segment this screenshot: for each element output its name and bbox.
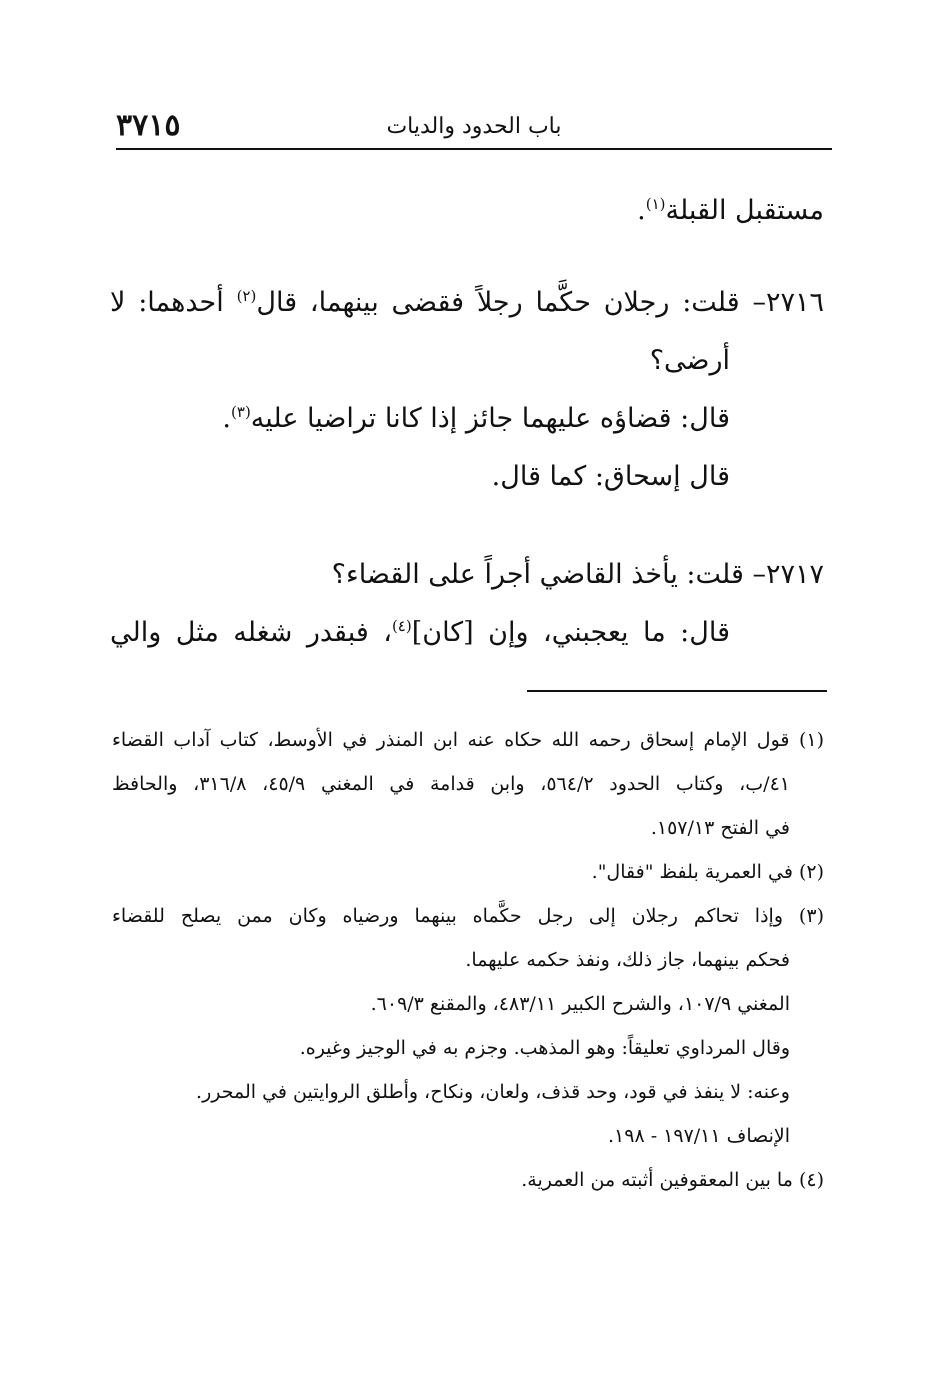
page-number: ٣٧١٥ — [116, 108, 181, 143]
issue-number: ٢٧١٦ — [765, 287, 824, 318]
footnote-ref-2: (٢) — [236, 287, 257, 305]
issue-2716-question-line-2: أرضى؟ — [649, 345, 730, 376]
footnote-line: وعنه: لا ينفذ في قود، وحد قذف، ولعان، ونكاح، وأطلق الروايتين في المحرر. — [196, 1081, 790, 1103]
question-text: قلت: رجلان حكَّما رجلاً فقضى بينهما، قال — [256, 287, 740, 318]
answer-text: قال: ما يعجبني، وإن [كان] — [411, 617, 730, 648]
page-header — [116, 108, 832, 148]
issue-2716 — [110, 274, 824, 506]
question-text: قلت: يأخذ القاضي أجراً على القضاء؟ — [331, 559, 744, 590]
answer-text: قال: قضاؤه عليهما جائز إذا كانا تراضيا عليه — [250, 403, 730, 434]
continuation-line — [110, 182, 824, 240]
footnotes — [112, 718, 824, 1202]
issue-dash: – — [752, 287, 766, 318]
running-title: باب الحدود والديات — [386, 114, 562, 139]
issue-2716-ishaq: قال إسحاق: كما قال. — [491, 461, 730, 492]
question-text-cont: أحدهما: لا — [110, 287, 237, 318]
footnote-line: المغني ١٠٧/٩، والشرح الكبير ٤٨٣/١١، والمقنع ٦٠٩/٣. — [370, 993, 790, 1015]
footnote-ref-4: (٤) — [391, 617, 412, 635]
continuation-text: مستقبل القبلة — [665, 195, 824, 226]
footnote-4 — [112, 1158, 824, 1202]
footnote-line: (١) قول الإمام إسحاق رحمه الله حكاه عنه ابن المنذر في الأوسط، كتاب آداب القضاء — [112, 729, 824, 751]
issue-2716-question-line-1 — [110, 274, 824, 332]
issue-number: ٢٧١٧ — [765, 559, 824, 590]
footnote-line: (٤) ما بين المعقوفين أثبته من العمرية. — [521, 1169, 824, 1191]
footnote-2 — [112, 850, 824, 894]
footnote-line: (٢) في العمرية بلفظ "فقال". — [591, 861, 824, 883]
continuation-period: . — [637, 195, 646, 226]
header-rule — [116, 148, 832, 150]
footnote-line: ٤١/ب، وكتاب الحدود ٥٦٤/٢، وابن قدامة في المغني ٤٥/٩، ٣١٦/٨، والحافظ — [112, 773, 790, 795]
main-text — [110, 182, 824, 662]
issue-2717 — [110, 546, 824, 662]
footnote-line: وقال المرداوي تعليقاً: وهو المذهب. وجزم به في الوجيز وغيره. — [299, 1037, 790, 1059]
issue-dash: – — [752, 559, 766, 590]
footnote-ref-1: (١) — [645, 195, 666, 213]
footnote-ref-3: (٣) — [231, 403, 251, 421]
footnote-1 — [112, 718, 824, 850]
footnote-separator — [527, 690, 827, 692]
footnote-line: الإنصاف ١٩٧/١١ - ١٩٨. — [607, 1125, 790, 1147]
issue-2716-answer — [110, 390, 824, 448]
issue-2717-question — [110, 546, 824, 604]
answer-text-cont: ، فبقدر شغله مثل والي — [110, 617, 392, 648]
footnote-line: في الفتح ١٥٧/١٣. — [650, 817, 790, 839]
footnote-line: (٣) وإذا تحاكم رجلان إلى رجل حكَّماه بينهما ورضياه وكان ممن يصلح للقضاء — [112, 905, 824, 927]
issue-2717-answer — [110, 604, 824, 662]
answer-period: . — [222, 403, 232, 434]
footnote-3 — [112, 894, 824, 1158]
footnote-line: فحكم بينهما، جاز ذلك، ونفذ حكمه عليهما. — [465, 949, 790, 971]
